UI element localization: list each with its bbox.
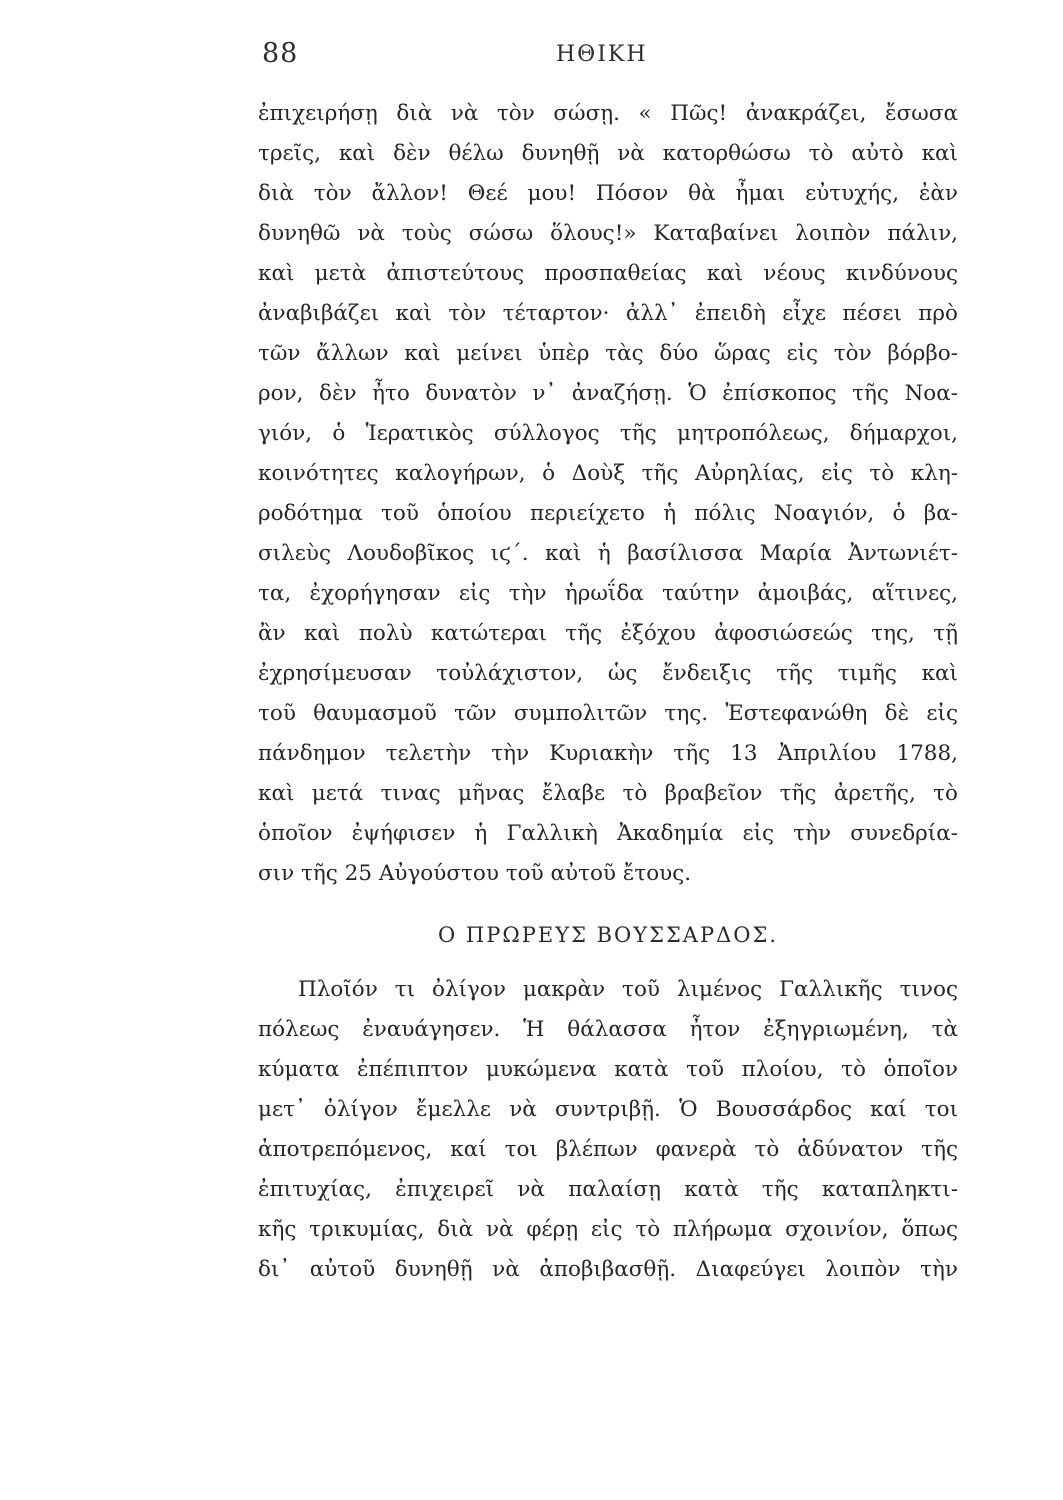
text-line: τοῦ θαυμασμοῦ τῶν συμπολιτῶν της. Ἐστεφανώθη δὲ εἰς bbox=[258, 701, 958, 726]
text-line: ὁποῖον ἐψήφισεν ἡ Γαλλικὴ Ἀκαδημία εἰς τὴν συνεδρία- bbox=[258, 821, 958, 846]
text-line: ρον, δὲν ἦτο δυνατὸν ν᾽ ἀναζήσῃ. Ὁ ἐπίσκοπος τῆς Νοα- bbox=[258, 381, 958, 406]
text-line: κύματα ἐπέπιπτον μυκώμενα κατὰ τοῦ πλοίου, τὸ ὁποῖον bbox=[258, 1057, 958, 1082]
text-line: δι᾽ αὐτοῦ δυνηθῇ νὰ ἀποβιβασθῇ. Διαφεύγει λοιπὸν τὴν bbox=[258, 1257, 958, 1282]
paragraph-2 bbox=[258, 970, 958, 1290]
text-line: ροδότημα τοῦ ὁποίου περιείχετο ἡ πόλις Νοαγιόν, ὁ βα- bbox=[258, 501, 958, 526]
text-line: πόλεως ἐναυάγησεν. Ἡ θάλασσα ἦτον ἐξηγριωμένη, τὰ bbox=[258, 1017, 958, 1042]
page-number: 88 bbox=[262, 38, 299, 69]
paragraph-1 bbox=[258, 94, 958, 894]
text-line: καὶ μετά τινας μῆνας ἔλαβε τὸ βραβεῖον τῆς ἀρετῆς, τὸ bbox=[258, 781, 958, 806]
text-line: τα, ἐχορήγησαν εἰς τὴν ἡρωΐδα ταύτην ἀμοιβάς, αἵτινες, bbox=[258, 581, 958, 606]
text-line: σιν τῆς 25 Αὐγούστου τοῦ αὐτοῦ ἔτους. bbox=[258, 861, 692, 886]
text-line: κοινότητες καλογήρων, ὁ Δοὺξ τῆς Αὐρηλίας, εἰς τὸ κλη- bbox=[258, 461, 958, 486]
text-line: ἐχρησίμευσαν τοὐλάχιστον, ὡς ἔνδειξις τῆς τιμῆς καὶ bbox=[258, 661, 958, 686]
text-line: ἀναβιβάζει καὶ τὸν τέταρτον· ἀλλ᾽ ἐπειδὴ εἶχε πέσει πρὸ bbox=[258, 301, 958, 326]
text-line: γιόν, ὁ Ἱερατικὸς σύλλογος τῆς μητροπόλεως, δήμαρχοι, bbox=[258, 421, 958, 446]
section-heading: Ο ΠΡΩΡΕΥΣ ΒΟΥΣΣΑΡΔΟΣ. bbox=[438, 923, 778, 947]
text-line: κῆς τρικυμίας, διὰ νὰ φέρῃ εἰς τὸ πλήρωμα σχοινίον, ὅπως bbox=[258, 1217, 958, 1242]
text-line: ἐπιτυχίας, ἐπιχειρεῖ νὰ παλαίσῃ κατὰ τῆς καταπληκτι- bbox=[258, 1177, 958, 1202]
running-title: ΗΘΙΚΗ bbox=[556, 42, 648, 67]
text-line: τρεῖς, καὶ δὲν θέλω δυνηθῇ νὰ κατορθώσω τὸ αὐτὸ καὶ bbox=[258, 141, 958, 166]
text-line: σιλεὺς Λουδοβῖκος ιϛ΄. καὶ ἡ βασίλισσα Μαρία Ἀντωνιέτ- bbox=[258, 541, 958, 566]
text-line: καὶ μετὰ ἀπιστεύτους προσπαθείας καὶ νέους κινδύνους bbox=[258, 261, 958, 286]
text-line: διὰ τὸν ἄλλον! Θεέ μου! Πόσον θὰ ἦμαι εὐτυχής, ἐὰν bbox=[258, 181, 958, 206]
text-line: ἀποτρεπόμενος, καί τοι βλέπων φανερὰ τὸ ἀδύνατον τῆς bbox=[258, 1137, 958, 1162]
text-line: ἐπιχειρήσῃ διὰ νὰ τὸν σώσῃ. « Πῶς! ἀνακράζει, ἔσωσα bbox=[258, 101, 958, 126]
text-line: πάνδημον τελετὴν τὴν Κυριακὴν τῆς 13 Ἀπριλίου 1788, bbox=[258, 741, 958, 766]
text-line: μετ᾽ ὀλίγον ἔμελλε νὰ συντριβῇ. Ὁ Βουσσάρδος καί τοι bbox=[258, 1097, 958, 1122]
text-line: ἂν καὶ πολὺ κατώτεραι τῆς ἐξόχου ἀφοσιώσεώς της, τῇ bbox=[258, 621, 958, 646]
text-line: τῶν ἄλλων καὶ μείνει ὑπὲρ τὰς δύο ὥρας εἰς τὸν βόρβο- bbox=[258, 341, 958, 366]
text-line: Πλοῖόν τι ὀλίγον μακρὰν τοῦ λιμένος Γαλλικῆς τινος bbox=[298, 977, 958, 1002]
text-line: δυνηθῶ νὰ τοὺς σώσω ὅλους!» Καταβαίνει λοιπὸν πάλιν, bbox=[258, 221, 958, 246]
